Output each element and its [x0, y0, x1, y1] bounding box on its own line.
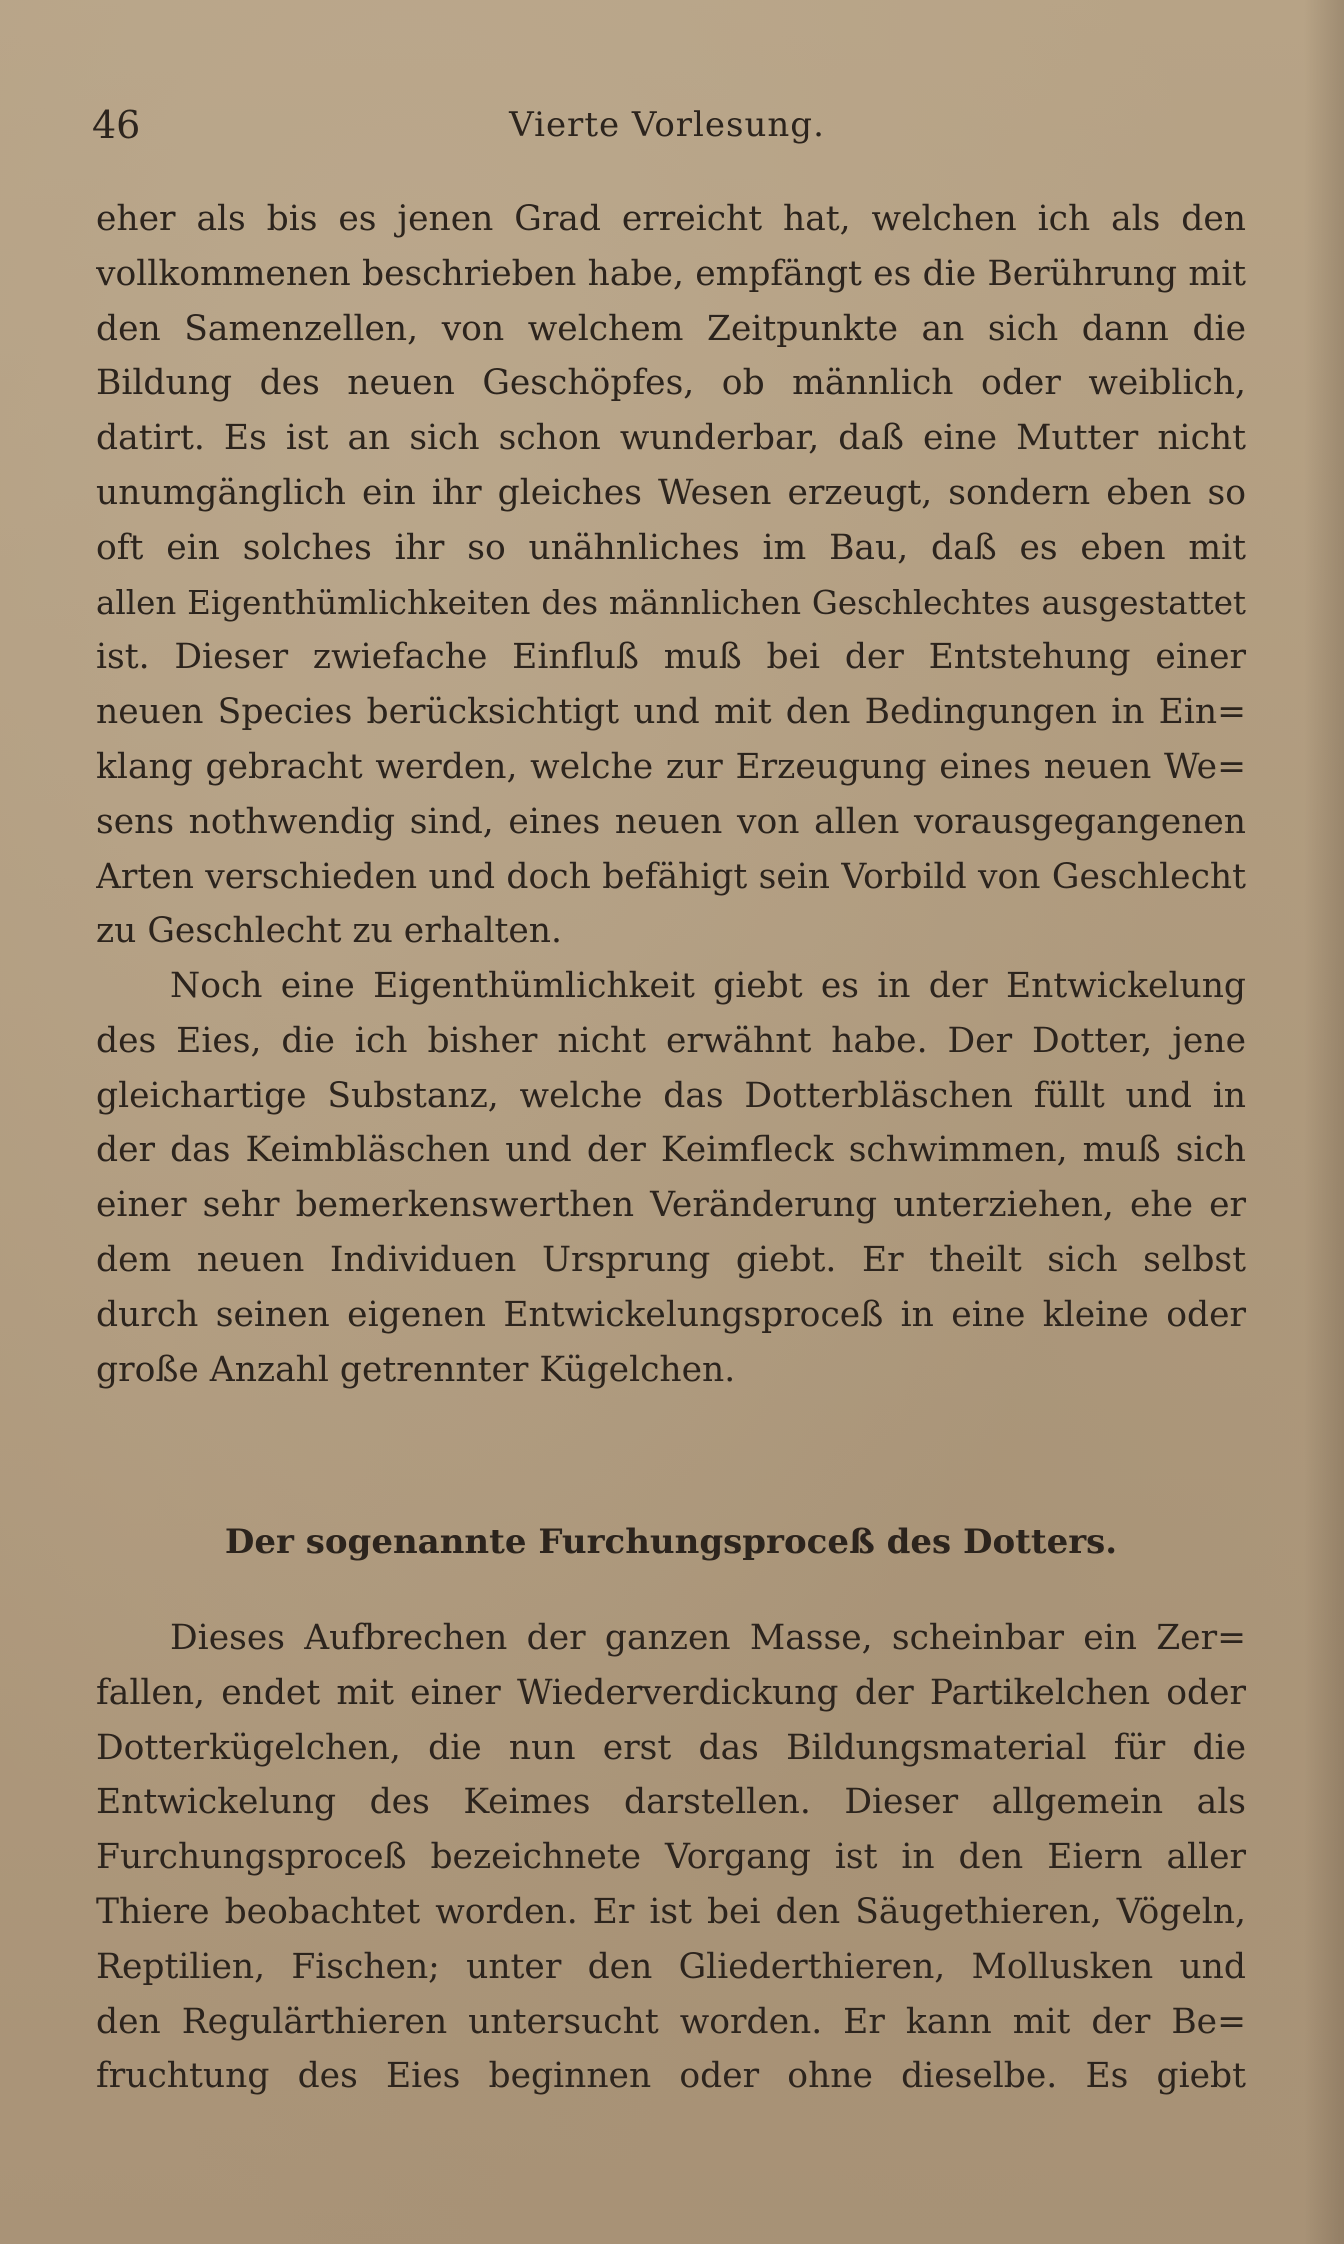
text-line: zu Geschlecht zu erhalten. [96, 911, 562, 952]
text-line: Noch eine Eigenthümlichkeit giebt es in der Entwickelung [170, 966, 1246, 1006]
text-line: gleichartige Substanz, welche das Dotterbläschen füllt und in [96, 1075, 1246, 1116]
text-line: fallen, endet mit einer Wiederverdickung der Partikelchen oder [96, 1672, 1246, 1713]
text-line: den Samenzellen, von welchem Zeitpunkte an sich dann die [96, 308, 1246, 349]
page-header [92, 100, 1242, 160]
text-line: Reptilien, Fischen; unter den Gliederthieren, Mollusken und [96, 1946, 1246, 1987]
page-number: 46 [92, 103, 141, 147]
paragraph-3 [96, 1611, 1246, 2104]
text-line: allen Eigenthümlichkeiten des männlichen Geschlechtes ausgestattet [96, 583, 1246, 622]
text-line: oft ein solches ihr so unähnliches im Bau, daß es eben mit [96, 527, 1246, 568]
section-heading: Der sogenannte Furchungsproceß des Dotters. [224, 1522, 1118, 1562]
text-line: Dieses Aufbrechen der ganzen Masse, scheinbar ein Zer= [170, 1618, 1246, 1658]
text-line: neuen Species berücksichtigt und mit den Bedingungen in Ein= [96, 692, 1246, 733]
text-line: Entwickelung des Keimes darstellen. Dieser allgemein als [96, 1782, 1246, 1823]
text-line: sens nothwendig sind, eines neuen von allen vorausgegangenen [96, 801, 1246, 842]
text-line: Arten verschieden und doch befähigt sein Vorbild von Geschlecht [96, 856, 1246, 897]
text-line: vollkommenen beschrieben habe, empfängt es die Berührung mit [96, 253, 1246, 294]
text-line: des Eies, die ich bisher nicht erwähnt habe. Der Dotter, jene [96, 1020, 1246, 1061]
text-line: datirt. Es ist an sich schon wunderbar, daß eine Mutter nicht [96, 418, 1246, 459]
text-line: der das Keimbläschen und der Keimfleck schwimmen, muß sich [96, 1130, 1246, 1171]
text-line: durch seinen eigenen Entwickelungsproceß in eine kleine oder [96, 1294, 1246, 1335]
text-line: fruchtung des Eies beginnen oder ohne dieselbe. Es giebt [96, 2056, 1246, 2097]
running-head: Vierte Vorlesung. [509, 105, 825, 145]
paragraph-2 [96, 959, 1246, 1397]
text-line: eher als bis es jenen Grad erreicht hat, welchen ich als den [96, 199, 1246, 239]
text-line: ist. Dieser zwiefache Einfluß muß bei der Entstehung einer [96, 637, 1246, 678]
text-line: klang gebracht werden, welche zur Erzeugung eines neuen We= [96, 746, 1246, 787]
text-line: einer sehr bemerkenswerthen Veränderung unterziehen, ehe er [96, 1185, 1246, 1226]
text-line: unumgänglich ein ihr gleiches Wesen erzeugt, sondern eben so [96, 472, 1246, 513]
text-line: den Regulärthieren untersucht worden. Er kann mit der Be= [96, 2001, 1246, 2042]
text-line: Bildung des neuen Geschöpfes, ob männlich oder weiblich, [96, 363, 1246, 404]
text-line: Furchungsproceß bezeichnete Vorgang ist in den Eiern aller [96, 1837, 1246, 1878]
paragraph-1 [96, 192, 1246, 959]
text-line: Dotterkügelchen, die nun erst das Bildungsmaterial für die [96, 1727, 1246, 1768]
text-line: große Anzahl getrennter Kügelchen. [96, 1349, 736, 1390]
text-line: dem neuen Individuen Ursprung giebt. Er theilt sich selbst [96, 1239, 1246, 1280]
text-line: Thiere beobachtet worden. Er ist bei den Säugethieren, Vögeln, [96, 1891, 1246, 1932]
